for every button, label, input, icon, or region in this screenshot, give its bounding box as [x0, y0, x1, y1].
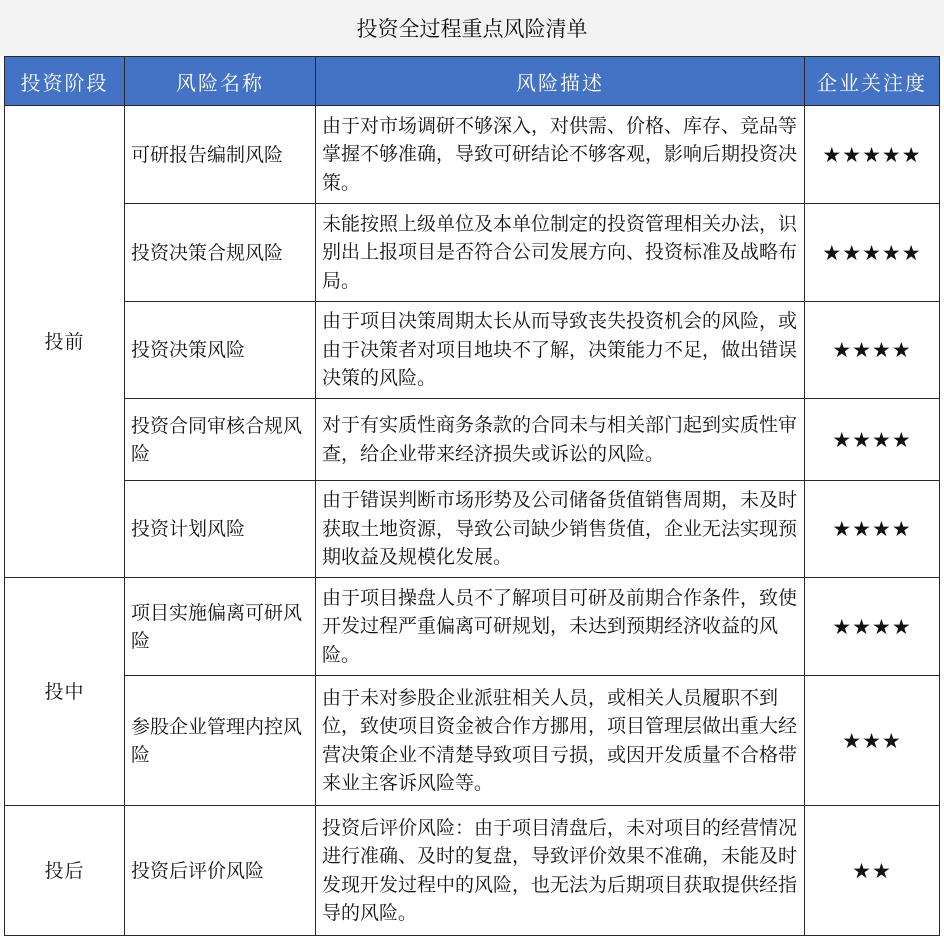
table-row: [5, 302, 940, 399]
star-rating: ★★★★: [805, 399, 940, 481]
header-stage: 投资阶段: [5, 57, 125, 106]
star-rating: ★★★★: [805, 302, 940, 399]
risk-name-cell: 投资合同审核合规风险: [125, 399, 316, 481]
header-risk-name: 风险名称: [125, 57, 316, 106]
risk-description-cell: 由于错误判断市场形势及公司储备货值销售周期，未及时获取土地资源，导致公司缺少销售货值，企业无法实现预期收益及规模化发展。: [316, 481, 805, 578]
risk-name-cell: 项目实施偏离可研风险: [125, 578, 316, 676]
risk-description-cell: 由于项目操盘人员不了解项目可研及前期合作条件，致使开发过程严重偏离可研规划，未达到预期经济收益的风险。: [316, 578, 805, 676]
table-row: [5, 806, 940, 936]
table-row: [5, 204, 940, 302]
header-risk-description: 风险描述: [316, 57, 805, 106]
star-rating: ★★: [805, 806, 940, 936]
risk-description-cell: 未能按照上级单位及本单位制定的投资管理相关办法，识别出上报项目是否符合公司发展方向、投资标准及战略布局。: [316, 204, 805, 302]
risk-name-cell: 参股企业管理内控风险: [125, 676, 316, 806]
star-rating: ★★★: [805, 676, 940, 806]
stage-cell: 投后: [5, 806, 125, 936]
risk-name-cell: 投资计划风险: [125, 481, 316, 578]
table-row: [5, 481, 940, 578]
stage-cell: 投中: [5, 578, 125, 806]
risk-description-cell: 由于对市场调研不够深入，对供需、价格、库存、竞品等掌握不够准确，导致可研结论不够客观，影响后期投资决策。: [316, 106, 805, 204]
risk-table: [4, 56, 940, 936]
risk-description-cell: 对于有实质性商务条款的合同未与相关部门起到实质性审查，给企业带来经济损失或诉讼的风险。: [316, 399, 805, 481]
risk-name-cell: 投资后评价风险: [125, 806, 316, 936]
risk-description-cell: 投资后评价风险：由于项目清盘后，未对项目的经营情况进行准确、及时的复盘，导致评价效果不准确，未能及时发现开发过程中的风险，也无法为后期项目获取提供经指导的风险。: [316, 806, 805, 936]
star-rating: ★★★★★: [805, 106, 940, 204]
table-header-row: [5, 57, 940, 106]
risk-name-cell: 可研报告编制风险: [125, 106, 316, 204]
risk-description-cell: 由于项目决策周期太长从而导致丧失投资机会的风险，或由于决策者对项目地块不了解，决策能力不足，做出错误决策的风险。: [316, 302, 805, 399]
header-attention-level: 企业关注度: [805, 57, 940, 106]
table-row: [5, 399, 940, 481]
star-rating: ★★★★: [805, 578, 940, 676]
table-row: [5, 676, 940, 806]
risk-description-cell: 由于未对参股企业派驻相关人员，或相关人员履职不到位，致使项目资金被合作方挪用，项目管理层做出重大经营决策企业不清楚导致项目亏损，或因开发质量不合格带来业主客诉风险等。: [316, 676, 805, 806]
risk-name-cell: 投资决策合规风险: [125, 204, 316, 302]
table-row: [5, 578, 940, 676]
risk-name-cell: 投资决策风险: [125, 302, 316, 399]
table-row: [5, 106, 940, 204]
page-title: 投资全过程重点风险清单: [0, 0, 944, 56]
star-rating: ★★★★: [805, 481, 940, 578]
star-rating: ★★★★★: [805, 204, 940, 302]
stage-cell: 投前: [5, 106, 125, 578]
